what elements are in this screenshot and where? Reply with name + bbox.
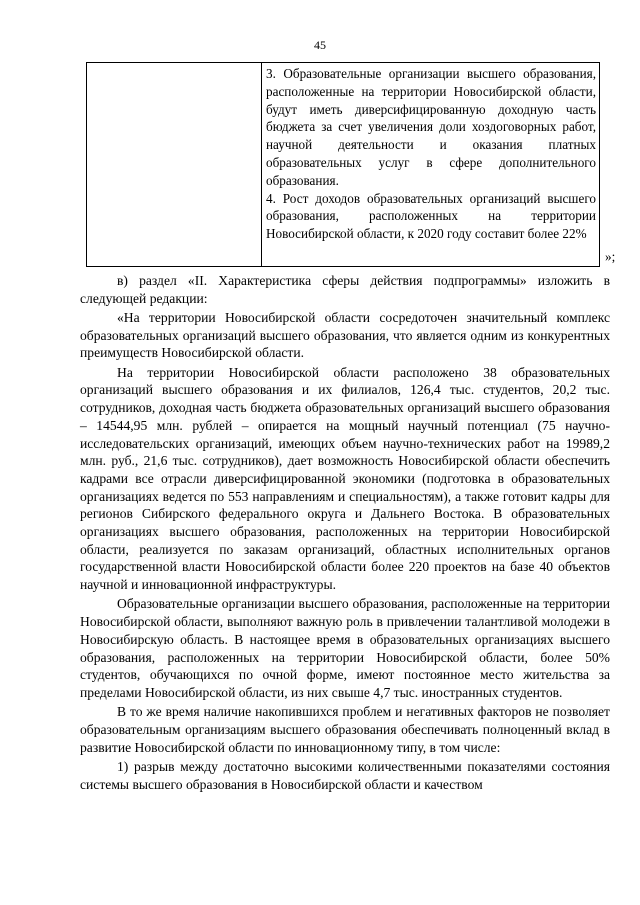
document-body — [80, 272, 610, 795]
table-cell-expected-results — [266, 65, 596, 243]
closing-quote: »; — [605, 249, 616, 264]
paragraph: В то же время наличие накопившихся проблем и негативных факторов не позволяет образовательным организациям высшего образования обеспечивать полноценный вклад в развитие Новосибирской области по инновационному типу, в том числе: — [80, 704, 610, 755]
paragraph-section-heading: в) раздел «II. Характеристика сферы действия подпрограммы» изложить в следующей редакции: — [80, 273, 610, 306]
table-item-4: 4. Рост доходов образовательных организаций высшего образования, расположенных на территории Новосибирской области, к 2020 году составит более 22% — [266, 190, 596, 242]
targets-table — [86, 62, 600, 267]
paragraph: На территории Новосибирской области расположено 38 образовательных организаций высшего образования и их филиалов, 126,4 тыс. студентов, 20,2 тыс. сотрудников, доходная часть бюджета образовательных организаций высшего образования – 14544,95 млн. рублей – опирается на мощный научный потенциал (75 научно-исследовательских организаций, имеющих объем научно-технических работ на 19989,2 млн. руб., 21,6 тыс. сотрудников), дает возможность Новосибирской области обеспечить кадрами все отрасли диверсифицированной экономики (подготовка в образовательных организациях ведется по 553 направлениям и специальностям), а также готовит кадры для регионов Сибирского федерального округа и Дальнего Востока. В образовательных организациях высшего образования, расположенных на территории Новосибирской области, реализуется по заказам организаций, областных исполнительных органов государственной власти Новосибирской области более 220 проектов на базе 40 объектов научной и инновационной инфраструктуры. — [80, 364, 610, 593]
table-item-3: 3. Образовательные организации высшего образования, расположенные на территории Новосибирской области, будут иметь диверсифицированную доходную часть бюджета за счет увеличения доли хоздоговорных работ, научной деятельности и оказания платных образовательных услуг в сфере дополнительного образования. — [266, 66, 596, 188]
paragraph-list-item: 1) разрыв между достаточно высокими количественными показателями состояния системы высшего образования в Новосибирской области и качеством — [80, 758, 610, 792]
table-column-divider — [261, 63, 262, 266]
paragraph: «На территории Новосибирской области сосредоточен значительный комплекс образовательных организаций высшего образования, что является одним из конкурентных преимуществ Новосибирской области. — [80, 310, 610, 361]
page-number: 45 — [314, 38, 326, 52]
paragraph: Образовательные организации высшего образования, расположенные на территории Новосибирской области, выполняют важную роль в привлечении талантливой молодежи в Новосибирскую область. В настоящее время в образовательных организациях высшего образования, расположенных на территории Новосибирской области, более 50% студентов, обучающихся по очной форме, имеют постоянное место жительства за пределами Новосибирской области, из них свыше 4,7 тыс. иностранных студентов. — [80, 596, 610, 700]
